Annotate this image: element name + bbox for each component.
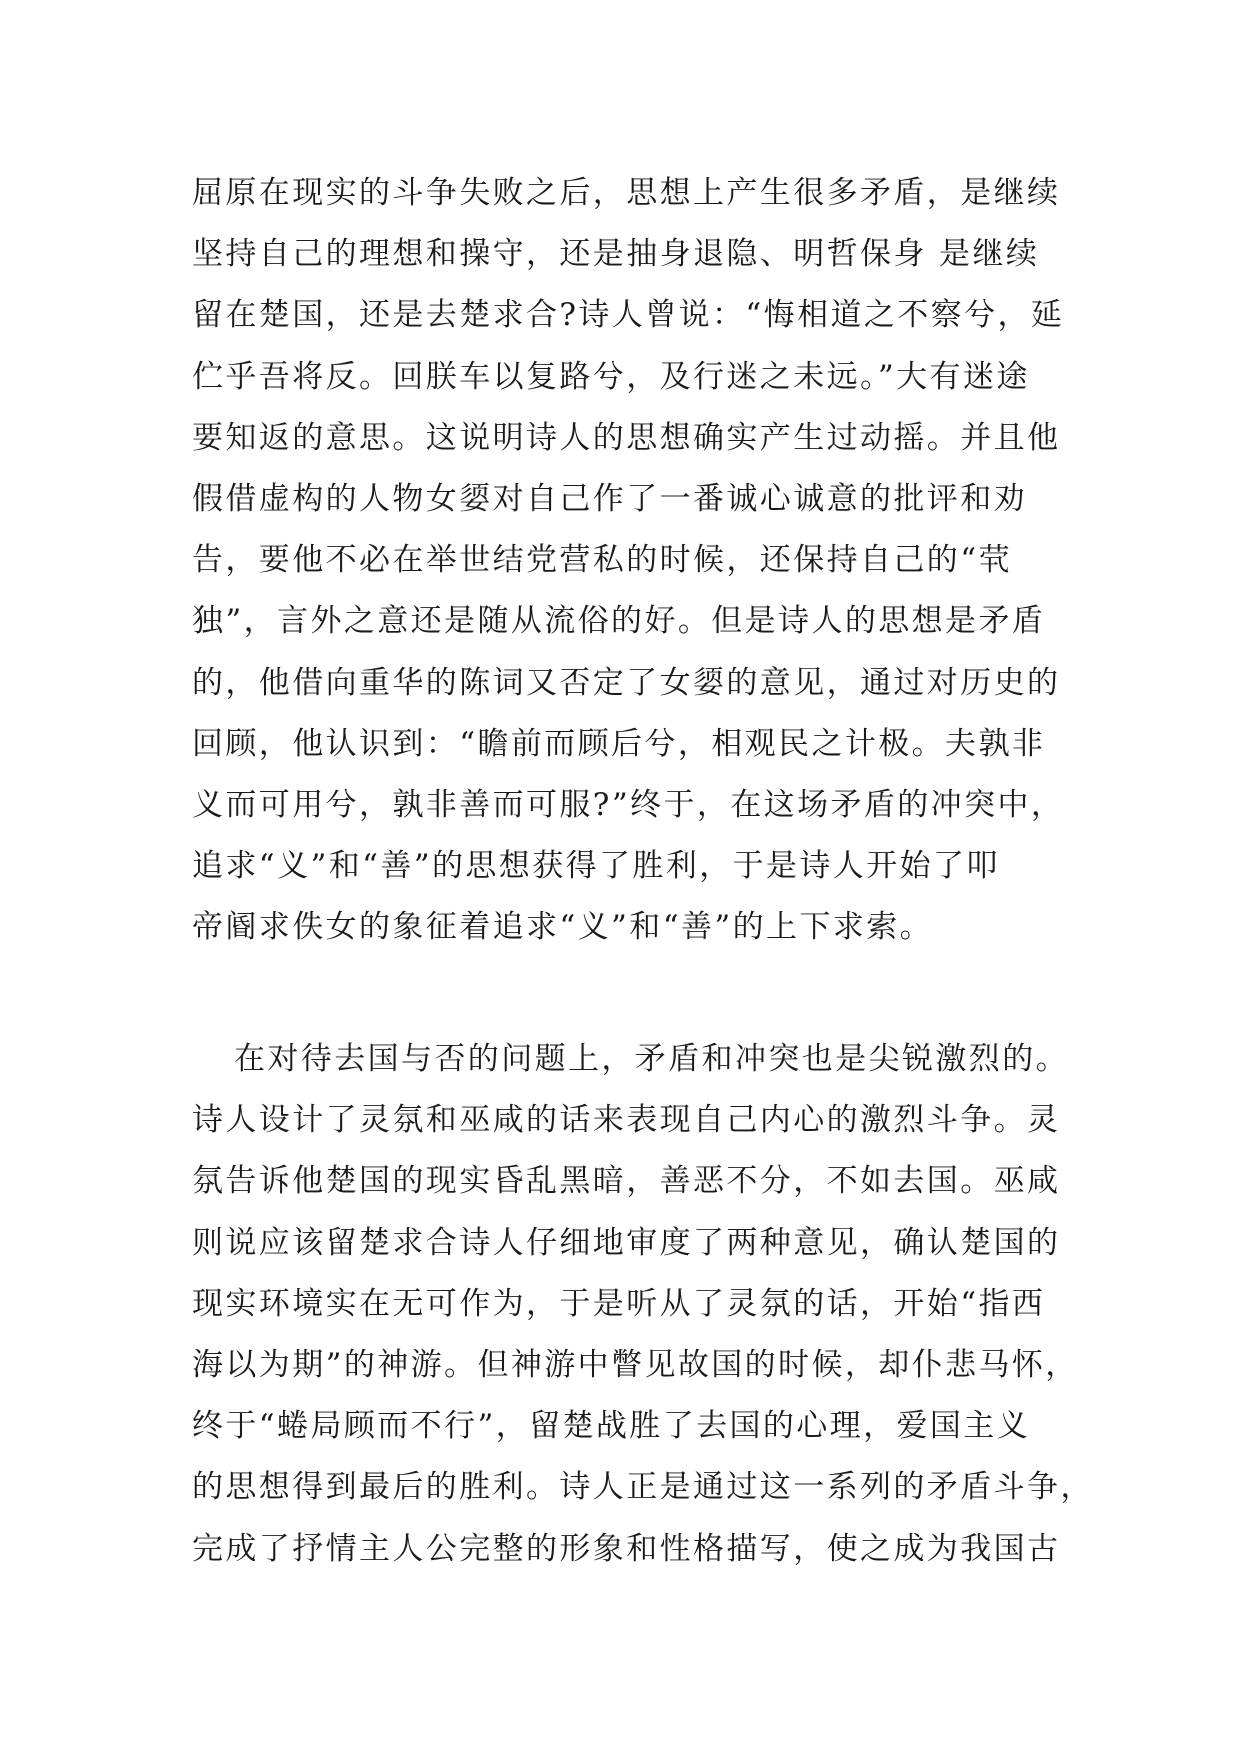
paragraph-2	[192, 1029, 1092, 1580]
text-line: 屈原在现实的斗争失败之后，思想上产生很多矛盾，是继续	[192, 175, 1061, 211]
text-line: 现实环境实在无可作为，于是听从了灵氛的话，开始“指西	[192, 1285, 1046, 1322]
text-line: 追求“义”和“善”的思想获得了胜利，于是诗人开始了叩	[192, 848, 1000, 885]
text-line: 帝阍求佚女的象征着追求“义”和“善”的上下求索。	[192, 909, 933, 946]
text-line: 的思想得到最后的胜利。诗人正是通过这一系列的矛盾斗争，	[192, 1469, 1094, 1506]
text-line: 坚持自己的理想和操守，还是抽身退隐、明哲保身 是继续	[192, 236, 1040, 273]
text-line-first-indented: 在对待去国与否的问题上，矛盾和冲突也是尖锐激烈的。	[234, 1041, 1069, 1077]
text-line: 假借虚构的人物女媭对自己作了一番诚心诚意的批评和劝	[192, 480, 1027, 517]
text-line: 完成了抒情主人公完整的形象和性格描写，使之成为我国古	[192, 1530, 1061, 1567]
text-line: 义而可用兮，孰非善而可服?”终于，在这场矛盾的冲突中，	[192, 786, 1065, 823]
text-line: 留在楚国，还是去楚求合?诗人曾说：“悔相道之不察兮，延	[192, 297, 1065, 334]
text-line: 告，要他不必在举世结党营私的时候，还保持自己的“茕	[192, 542, 1012, 579]
text-line: 氛告诉他楚国的现实昏乱黑暗，善恶不分，不如去国。巫咸	[192, 1163, 1061, 1200]
text-line: 则说应该留楚求合诗人仔细地审度了两种意见，确认楚国的	[192, 1224, 1061, 1261]
text-line: 的，他借向重华的陈词又否定了女媭的意见，通过对历史的	[192, 664, 1061, 701]
text-line: 终于“蜷局顾而不行”，留楚战胜了去国的心理，爱国主义	[192, 1408, 1031, 1445]
text-line: 要知返的意思。这说明诗人的思想确实产生过动摇。并且他	[192, 419, 1061, 456]
text-line: 独”，言外之意还是随从流俗的好。但是诗人的思想是矛盾	[192, 603, 1046, 640]
paragraph-1	[192, 163, 1092, 958]
text-line: 伫乎吾将反。回朕车以复路兮，及行迷之未远。”大有迷途	[192, 358, 1030, 395]
text-line: 回顾，他认识到：“瞻前而顾后兮，相观民之计极。夫孰非	[192, 725, 1046, 762]
text-line: 海以为期”的神游。但神游中瞥见故国的时候，却仆悲马怀，	[192, 1346, 1079, 1383]
text-line: 诗人设计了灵氛和巫咸的话来表现自己内心的激烈斗争。灵	[192, 1102, 1061, 1139]
